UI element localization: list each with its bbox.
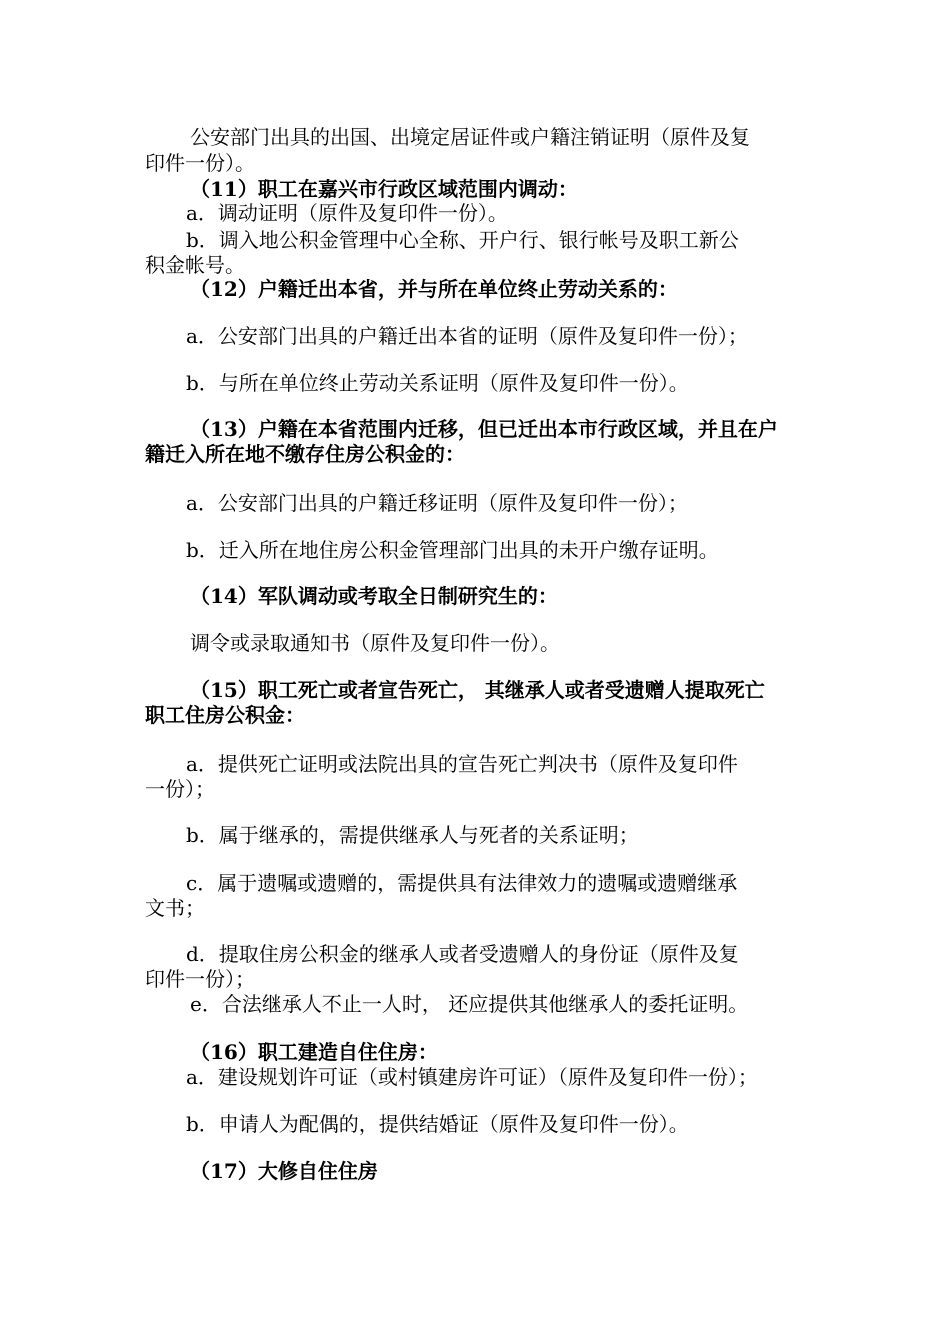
list-item: b．与所在单位终止劳动关系证明（原件及复印件一份）。 (186, 371, 689, 395)
section-heading-11: （11）职工在嘉兴市行政区域范围内调动： (190, 177, 578, 201)
list-item: a．调动证明（原件及复印件一份）。 (186, 201, 508, 225)
list-item-continuation: 印件一份）； (145, 967, 255, 991)
section-heading-15-continuation: 职工住房公积金： (145, 703, 305, 727)
list-item: b．属于继承的，需提供继承人与死者的关系证明； (186, 823, 639, 847)
section-heading-12: （12）户籍迁出本省，并与所在单位终止劳动关系的： (190, 277, 678, 301)
section-heading-15: （15）职工死亡或者宣告死亡， 其继承人或者受遗赠人提取死亡 (190, 678, 765, 702)
paragraph-line: 公安部门出具的出国、出境定居证件或户籍注销证明（原件及复 (190, 125, 750, 149)
list-item: e．合法继承人不止一人时， 还应提供其他继承人的委托证明。 (190, 992, 749, 1016)
list-item: b．申请人为配偶的，提供结婚证（原件及复印件一份）。 (186, 1112, 689, 1136)
list-item: d．提取住房公积金的继承人或者受遗赠人的身份证（原件及复 (186, 942, 739, 966)
section-heading-13-continuation: 籍迁入所在地不缴存住房公积金的： (145, 442, 465, 466)
list-item: a．公安部门出具的户籍迁移证明（原件及复印件一份）； (186, 491, 688, 515)
list-item: c．属于遗嘱或遗赠的，需提供具有法律效力的遗嘱或遗赠继承 (186, 871, 738, 895)
list-item: a．建设规划许可证（或村镇建房许可证）（原件及复印件一份）； (186, 1065, 758, 1089)
list-item-continuation: 积金帐号。 (145, 253, 245, 277)
section-heading-17: （17）大修自住住房 (190, 1159, 378, 1183)
list-item: b．调入地公积金管理中心全称、开户行、银行帐号及职工新公 (186, 228, 739, 252)
list-item: b．迁入所在地住房公积金管理部门出具的未开户缴存证明。 (186, 538, 719, 562)
list-item-continuation: 一份）； (145, 777, 215, 801)
list-item-continuation: 文书； (145, 896, 205, 920)
section-heading-14: （14）军队调动或考取全日制研究生的： (190, 584, 558, 608)
section-heading-16: （16）职工建造自住住房： (190, 1040, 438, 1064)
list-item: a．公安部门出具的户籍迁出本省的证明（原件及复印件一份）； (186, 324, 748, 348)
paragraph-line: 调令或录取通知书（原件及复印件一份）。 (190, 631, 560, 655)
list-item: a．提供死亡证明或法院出具的宣告死亡判决书（原件及复印件 (186, 752, 738, 776)
paragraph-line: 印件一份）。 (145, 151, 255, 175)
section-heading-13: （13）户籍在本省范围内迁移，但已迁出本市行政区域，并且在户 (190, 417, 778, 441)
